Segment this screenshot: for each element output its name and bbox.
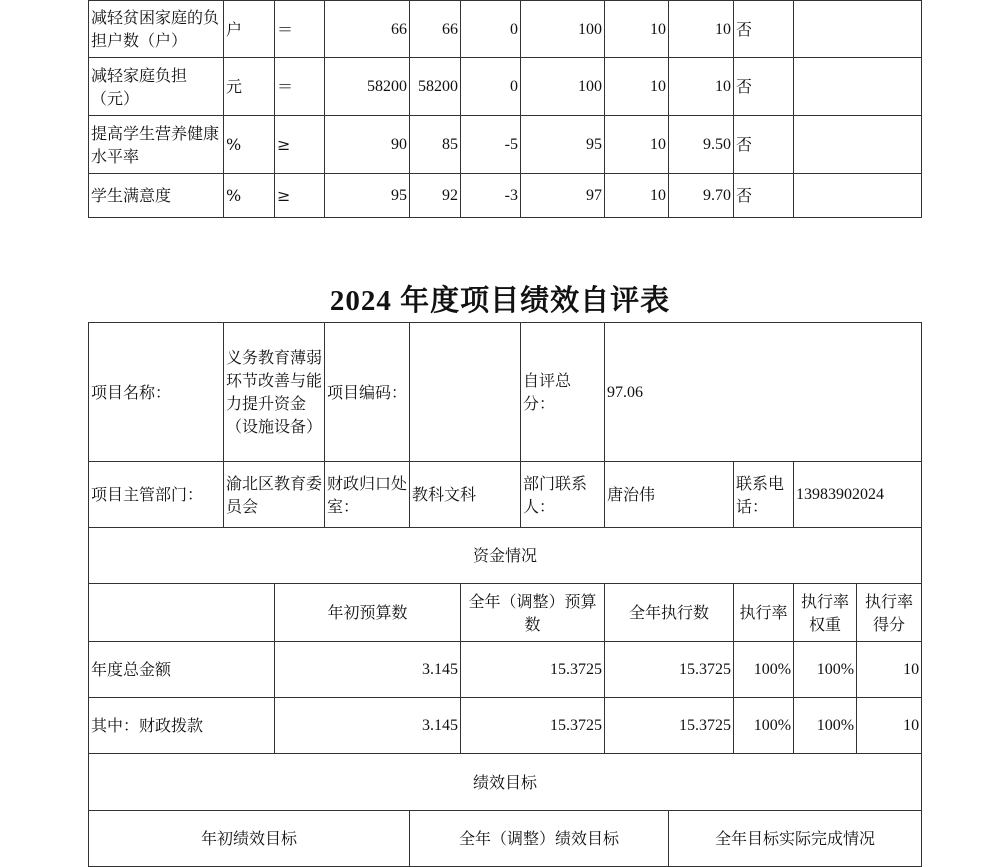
unit-cell: % xyxy=(224,174,275,218)
phone-label: 联系电话： xyxy=(734,462,794,528)
target-cell: 66 xyxy=(325,1,410,58)
unit-cell: 元 xyxy=(224,58,275,116)
perf-col-actual: 全年目标实际完成情况 xyxy=(669,811,922,867)
rate-cell: 100 xyxy=(521,1,605,58)
diff-cell: 0 xyxy=(461,58,521,116)
flag-cell: 否 xyxy=(734,1,794,58)
exec-weight-cell: 100% xyxy=(794,698,857,754)
table-row xyxy=(89,116,922,174)
weight-cell: 10 xyxy=(605,174,669,218)
perf-col-initial: 年初绩效目标 xyxy=(89,811,410,867)
funds-row-label: 年度总金额 xyxy=(89,642,275,698)
dept-label: 项目主管部门： xyxy=(89,462,224,528)
score-cell: 9.50 xyxy=(669,116,734,174)
initial-budget-cell: 3.145 xyxy=(275,698,461,754)
project-name-label: 项目名称： xyxy=(89,323,224,462)
exec-score-cell: 10 xyxy=(857,642,922,698)
header-executed: 全年执行数 xyxy=(605,584,734,642)
indicator-name: 减轻贫困家庭的负担户数（户） xyxy=(89,1,224,58)
header-exec-weight: 执行率权重 xyxy=(794,584,857,642)
unit-cell: 户 xyxy=(224,1,275,58)
flag-cell: 否 xyxy=(734,58,794,116)
adjusted-budget-cell: 15.3725 xyxy=(461,698,605,754)
target-cell: 58200 xyxy=(325,58,410,116)
diff-cell: -5 xyxy=(461,116,521,174)
table-row xyxy=(89,323,922,462)
dept-value: 渝北区教育委员会 xyxy=(224,462,325,528)
executed-cell: 15.3725 xyxy=(605,642,734,698)
rate-cell: 95 xyxy=(521,116,605,174)
self-evaluation-table xyxy=(88,322,922,867)
operator-cell: ＝ xyxy=(275,1,325,58)
note-cell xyxy=(794,58,922,116)
rate-cell: 100 xyxy=(521,58,605,116)
table-row xyxy=(89,528,922,584)
note-cell xyxy=(794,174,922,218)
table-row xyxy=(89,584,922,642)
perf-col-adjusted: 全年（调整）绩效目标 xyxy=(410,811,669,867)
adjusted-budget-cell: 15.3725 xyxy=(461,642,605,698)
table-row xyxy=(89,811,922,867)
table-row xyxy=(89,462,922,528)
header-exec-score: 执行率得分 xyxy=(857,584,922,642)
executed-cell: 15.3725 xyxy=(605,698,734,754)
project-code-label: 项目编码： xyxy=(325,323,410,462)
weight-cell: 10 xyxy=(605,58,669,116)
unit-cell: % xyxy=(224,116,275,174)
note-cell xyxy=(794,116,922,174)
actual-cell: 66 xyxy=(410,1,461,58)
table-row xyxy=(89,754,922,811)
diff-cell: 0 xyxy=(461,1,521,58)
project-name-value: 义务教育薄弱环节改善与能力提升资金（设施设备） xyxy=(224,323,325,462)
weight-cell: 10 xyxy=(605,1,669,58)
initial-budget-cell: 3.145 xyxy=(275,642,461,698)
office-value: 教科文科 xyxy=(410,462,521,528)
indicator-name: 提高学生营养健康水平率 xyxy=(89,116,224,174)
funds-header-blank xyxy=(89,584,275,642)
actual-cell: 58200 xyxy=(410,58,461,116)
funds-section-title: 资金情况 xyxy=(89,528,922,584)
header-exec-rate: 执行率 xyxy=(734,584,794,642)
flag-cell: 否 xyxy=(734,174,794,218)
office-label: 财政归口处室： xyxy=(325,462,410,528)
actual-cell: 85 xyxy=(410,116,461,174)
flag-cell: 否 xyxy=(734,116,794,174)
diff-cell: -3 xyxy=(461,174,521,218)
table-row xyxy=(89,58,922,116)
table-row xyxy=(89,174,922,218)
target-cell: 90 xyxy=(325,116,410,174)
exec-weight-cell: 100% xyxy=(794,642,857,698)
header-initial-budget: 年初预算数 xyxy=(275,584,461,642)
score-cell: 9.70 xyxy=(669,174,734,218)
table-row xyxy=(89,642,922,698)
table-row xyxy=(89,1,922,58)
header-adjusted-budget: 全年（调整）预算数 xyxy=(461,584,605,642)
target-cell: 95 xyxy=(325,174,410,218)
contact-label: 部门联系人： xyxy=(521,462,605,528)
score-cell: 10 xyxy=(669,1,734,58)
self-score-value: 97.06 xyxy=(605,323,922,462)
score-cell: 10 xyxy=(669,58,734,116)
operator-cell: ≥ xyxy=(275,174,325,218)
operator-cell: ≥ xyxy=(275,116,325,174)
contact-value: 唐治伟 xyxy=(605,462,734,528)
note-cell xyxy=(794,1,922,58)
rate-cell: 97 xyxy=(521,174,605,218)
indicator-name: 减轻家庭负担（元） xyxy=(89,58,224,116)
funds-row-label: 其中：财政拨款 xyxy=(89,698,275,754)
table-row xyxy=(89,698,922,754)
indicator-table xyxy=(88,0,922,218)
page-title: 2024 年度项目绩效自评表 xyxy=(329,285,671,317)
performance-section-title: 绩效目标 xyxy=(89,754,922,811)
actual-cell: 92 xyxy=(410,174,461,218)
exec-score-cell: 10 xyxy=(857,698,922,754)
exec-rate-cell: 100% xyxy=(734,642,794,698)
weight-cell: 10 xyxy=(605,116,669,174)
phone-value: 13983902024 xyxy=(794,462,922,528)
operator-cell: ＝ xyxy=(275,58,325,116)
indicator-name: 学生满意度 xyxy=(89,174,224,218)
project-code-value xyxy=(410,323,521,462)
self-score-label: 自评总分： xyxy=(521,323,605,462)
exec-rate-cell: 100% xyxy=(734,698,794,754)
